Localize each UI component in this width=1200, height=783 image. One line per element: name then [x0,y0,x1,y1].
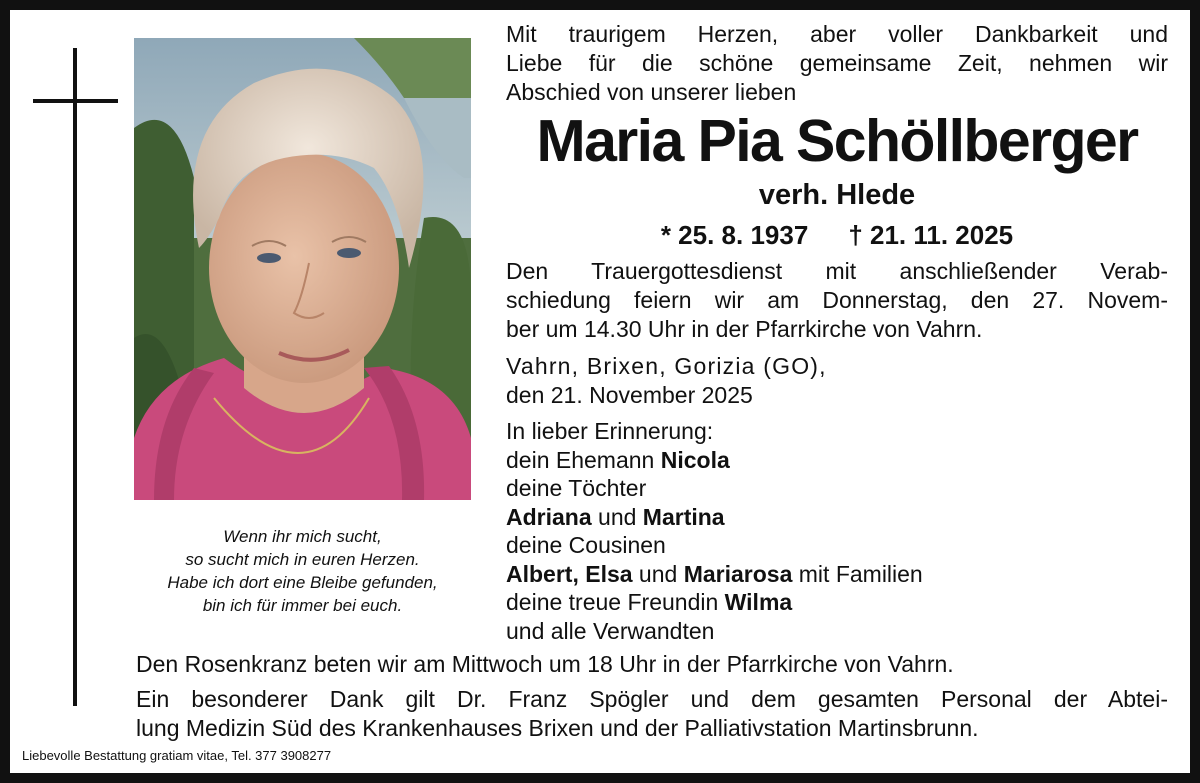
death-date: † 21. 11. 2025 [848,220,1014,250]
daughters-label: deine Töchter [506,475,647,501]
mourners-list [506,417,1168,645]
rosary-announcement: Den Rosenkranz beten wir am Mittwoch um 18 Uhr in der Pfarrkirche von Vahrn. [136,651,954,677]
poem-line: so sucht mich in euren Herzen. [185,550,420,569]
relatives-line: und alle Verwandten [506,617,715,644]
friend-label: deine treue Freundin [506,589,725,615]
conjunction: und [632,560,684,587]
birth-date: * 25. 8. 1937 [660,220,809,250]
deceased-name: Maria Pia Schöllberger [536,108,1138,174]
intro-line: Liebe für die schöne gemeinsame Zeit, nehmen wir [506,50,1168,76]
daughter-name: Martina [642,503,725,530]
friend-name: Wilma [724,589,793,615]
families-suffix: mit Familien [792,560,923,587]
cousin-names: Albert, Elsa [506,560,633,587]
cousin-name: Mariarosa [683,560,793,587]
thanks-line: Ein besonderer Dank gilt Dr. Franz Spögler und dem gesamten Personal der Abtei- [136,686,1168,712]
memorial-poem [134,525,471,617]
intro-text [506,20,1168,107]
thanks-line: lung Medizin Süd des Krankenhauses Brixen und der Palliativstation Martinsbrunn. [136,715,979,741]
cross-vertical-bar [73,48,77,706]
daughters-line [506,503,1168,532]
thanks-text [136,685,1168,743]
life-dates [506,219,1168,251]
obituary-notice [10,10,1190,773]
daughter-name: Adriana [506,503,592,530]
service-line: schiedung feiern wir am Donnerstag, den 27. Novem- [506,287,1168,313]
poem-line: Wenn ihr mich sucht, [223,527,382,546]
portrait-photo [134,38,471,500]
service-line: ber um 14.30 Uhr in der Pfarrkirche von Vahrn. [506,316,983,342]
notice-date: den 21. November 2025 [506,382,753,408]
conjunction: und [591,503,643,530]
married-name: verh. Hlede [758,179,916,211]
place-date [506,352,1168,410]
poem-line: Habe ich dort eine Bleibe gefunden, [167,573,438,592]
cross-horizontal-bar [33,99,118,103]
husband-label: dein Ehemann [506,446,661,473]
husband-name: Nicola [660,446,730,473]
funeral-home-footer: Liebevolle Bestattung gratiam vitae, Tel. 377 3908277 [22,748,332,763]
friend-line [506,588,1168,617]
intro-line: Mit traurigem Herzen, aber voller Dankbarkeit und [506,21,1168,47]
mourner-husband-line [506,446,1168,475]
cousins-label: deine Cousinen [506,532,666,558]
service-announcement [506,257,1168,344]
intro-line: Abschied von unserer lieben [506,79,797,105]
places: Vahrn, Brixen, Gorizia (GO), [506,353,827,379]
service-line: Den Trauergottesdienst mit anschließender Verab- [506,258,1168,284]
poem-line: bin ich für immer bei euch. [202,596,403,615]
mourners-intro: In lieber Erinnerung: [506,418,714,444]
cousins-line [506,560,1168,589]
